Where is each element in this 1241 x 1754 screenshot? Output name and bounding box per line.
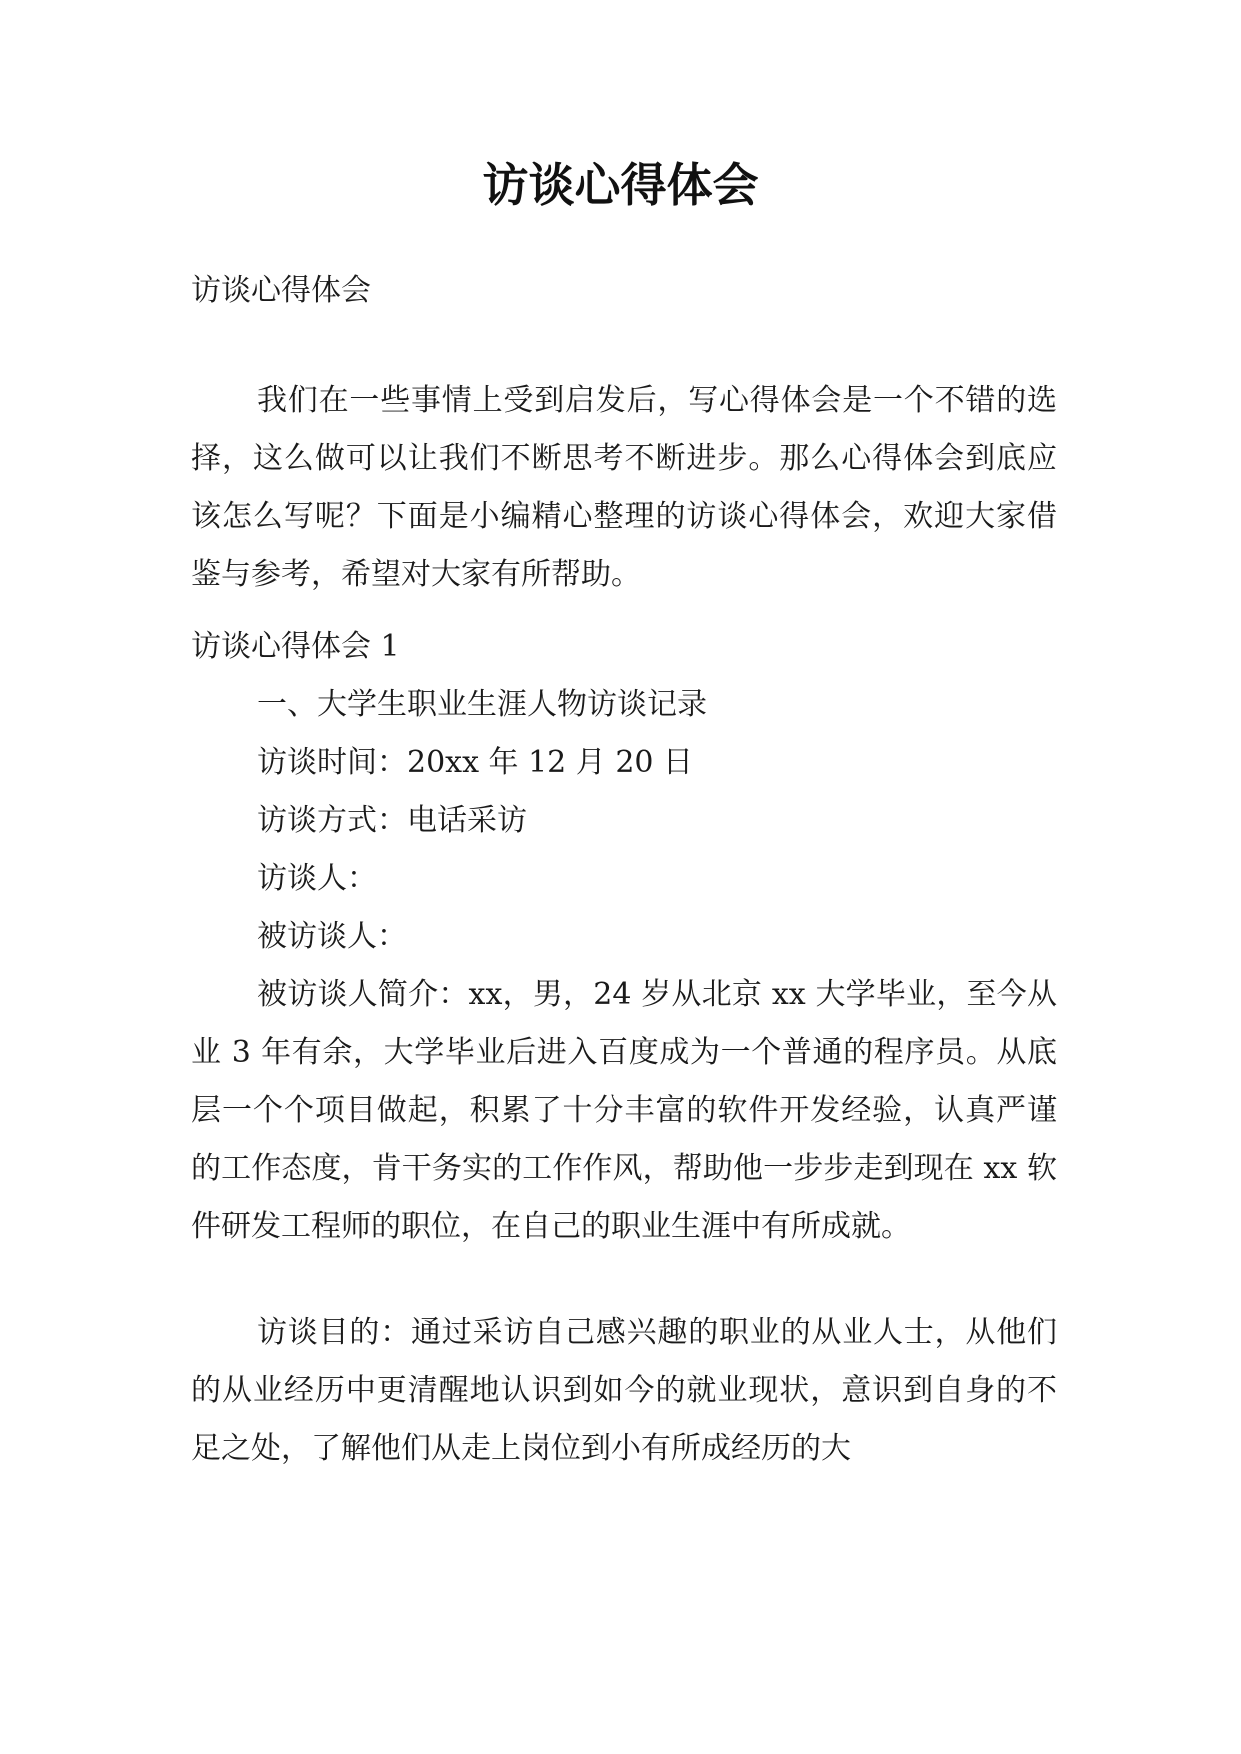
- interviewee-profile-paragraph: 被访谈人简介：xx，男，24 岁从北京 xx 大学毕业，至今从业 3 年有余，大学毕业后进入百度成为一个普通的程序员。从底层一个个项目做起，积累了十分丰富的软件开发经验，认真严谨的工作态度，肯干务实的工作作风，帮助他一步步走到现在 xx 软件研发工程师的职位，在自己的职业生涯中有所成就。: [191, 977, 1057, 1244]
- interview-purpose-paragraph: 访谈目的：通过采访自己感兴趣的职业的从业人士，从他们的从业经历中更清醒地认识到如今的就业现状，意识到自身的不足之处，了解他们从走上岗位到小有所成经历的大: [191, 1315, 1057, 1466]
- interviewee-line: 被访谈人：: [257, 919, 407, 954]
- interview-method: 访谈方式：电话采访: [257, 803, 527, 838]
- document-subtitle: 访谈心得体会: [191, 273, 371, 308]
- interview-time: 访谈时间：20xx 年 12 月 20 日: [257, 745, 694, 780]
- section-heading: 访谈心得体会 1: [191, 629, 400, 664]
- interviewer-line: 访谈人：: [257, 861, 377, 896]
- intro-paragraph: 我们在一些事情上受到启发后，写心得体会是一个不错的选择，这么做可以让我们不断思考不断进步。那么心得体会到底应该怎么写呢？下面是小编精心整理的访谈心得体会，欢迎大家借鉴与参考，希望对大家有所帮助。: [191, 383, 1057, 592]
- record-heading: 一、大学生职业生涯人物访谈记录: [257, 687, 707, 722]
- page-title: 访谈心得体会: [482, 158, 759, 212]
